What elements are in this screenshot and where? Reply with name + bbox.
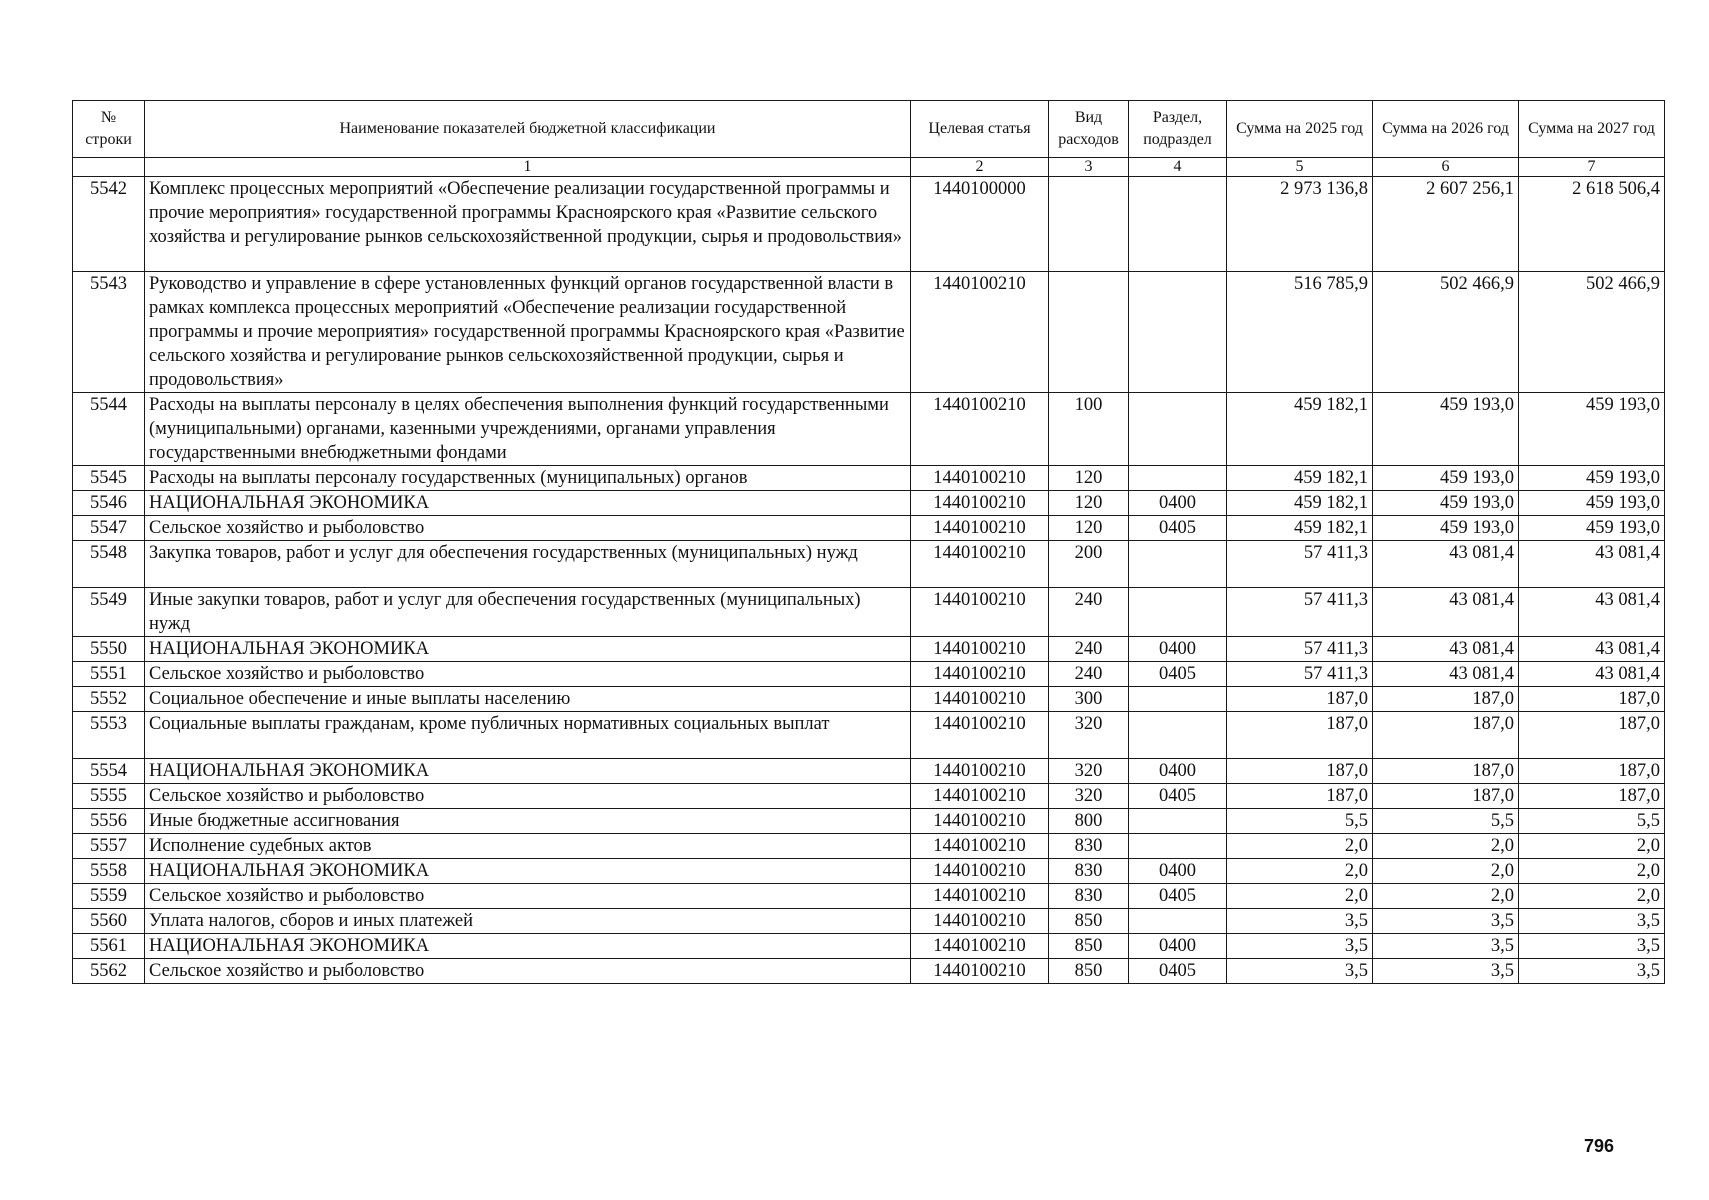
section-cell [1129, 834, 1227, 859]
expense-type-cell: 850 [1049, 909, 1129, 934]
row-number-cell: 5557 [73, 834, 145, 859]
target-article-cell: 1440100210 [911, 687, 1049, 712]
row-name-cell: Расходы на выплаты персоналу государственных (муниципальных) органов [145, 466, 911, 491]
row-name-cell: Закупка товаров, работ и услуг для обеспечения государственных (муниципальных) нужд [145, 541, 911, 588]
row-number-cell: 5555 [73, 784, 145, 809]
sum-2027-cell: 43 081,4 [1519, 637, 1665, 662]
row-name-cell: Сельское хозяйство и рыболовство [145, 959, 911, 984]
sum-2027-cell: 2,0 [1519, 859, 1665, 884]
expense-type-cell: 800 [1049, 809, 1129, 834]
sum-2025-cell: 187,0 [1227, 712, 1373, 759]
table-row [73, 541, 1665, 588]
row-name-cell: Иные бюджетные ассигнования [145, 809, 911, 834]
header-section: Раздел, подраздел [1129, 101, 1227, 158]
sum-2025-cell: 187,0 [1227, 687, 1373, 712]
target-article-cell: 1440100210 [911, 909, 1049, 934]
row-name-cell: НАЦИОНАЛЬНАЯ ЭКОНОМИКА [145, 934, 911, 959]
expense-type-cell: 100 [1049, 393, 1129, 466]
target-article-cell: 1440100210 [911, 272, 1049, 393]
expense-type-cell: 200 [1049, 541, 1129, 588]
table-row [73, 177, 1665, 272]
sum-2025-cell: 2,0 [1227, 834, 1373, 859]
sum-2026-cell: 459 193,0 [1373, 516, 1519, 541]
row-name-cell: НАЦИОНАЛЬНАЯ ЭКОНОМИКА [145, 859, 911, 884]
row-name-cell: Социальные выплаты гражданам, кроме публичных нормативных социальных выплат [145, 712, 911, 759]
expense-type-cell: 120 [1049, 491, 1129, 516]
sum-2026-cell: 502 466,9 [1373, 272, 1519, 393]
expense-type-cell: 240 [1049, 662, 1129, 687]
row-name-cell: Расходы на выплаты персоналу в целях обеспечения выполнения функций государственными (муниципальными) органами, казенными учреждениями, органами управления государственными внебюджетными фондами [145, 393, 911, 466]
table-row [73, 516, 1665, 541]
row-number-cell: 5560 [73, 909, 145, 934]
row-number-cell: 5543 [73, 272, 145, 393]
section-cell [1129, 393, 1227, 466]
column-number: 6 [1373, 158, 1519, 177]
header-name: Наименование показателей бюджетной классификации [145, 101, 911, 158]
sum-2027-cell: 502 466,9 [1519, 272, 1665, 393]
section-cell [1129, 588, 1227, 637]
sum-2027-cell: 2 618 506,4 [1519, 177, 1665, 272]
sum-2025-cell: 2 973 136,8 [1227, 177, 1373, 272]
target-article-cell: 1440100210 [911, 588, 1049, 637]
target-article-cell: 1440100000 [911, 177, 1049, 272]
section-cell [1129, 809, 1227, 834]
budget-table [72, 100, 1665, 984]
sum-2026-cell: 2,0 [1373, 834, 1519, 859]
row-name-cell: Комплекс процессных мероприятий «Обеспечение реализации государственной программы и прочие мероприятия» государственной программы Красноярского края «Развитие сельского хозяйства и регулирование рынков сельскохозяйственной продукции, сырья и продовольствия» [145, 177, 911, 272]
section-cell [1129, 541, 1227, 588]
sum-2026-cell: 2,0 [1373, 859, 1519, 884]
column-number: 7 [1519, 158, 1665, 177]
table-row [73, 834, 1665, 859]
sum-2026-cell: 43 081,4 [1373, 662, 1519, 687]
row-number-cell: 5561 [73, 934, 145, 959]
header-row-no: № строки [73, 101, 145, 158]
expense-type-cell [1049, 272, 1129, 393]
target-article-cell: 1440100210 [911, 541, 1049, 588]
expense-type-cell: 320 [1049, 784, 1129, 809]
sum-2027-cell: 2,0 [1519, 884, 1665, 909]
target-article-cell: 1440100210 [911, 809, 1049, 834]
expense-type-cell: 120 [1049, 466, 1129, 491]
sum-2027-cell: 2,0 [1519, 834, 1665, 859]
row-number-cell: 5553 [73, 712, 145, 759]
sum-2025-cell: 3,5 [1227, 959, 1373, 984]
header-sum-2027: Сумма на 2027 год [1519, 101, 1665, 158]
target-article-cell: 1440100210 [911, 934, 1049, 959]
sum-2027-cell: 43 081,4 [1519, 588, 1665, 637]
row-number-cell: 5549 [73, 588, 145, 637]
sum-2027-cell: 187,0 [1519, 759, 1665, 784]
expense-type-cell: 120 [1049, 516, 1129, 541]
section-cell [1129, 687, 1227, 712]
target-article-cell: 1440100210 [911, 637, 1049, 662]
sum-2025-cell: 57 411,3 [1227, 662, 1373, 687]
column-number: 4 [1129, 158, 1227, 177]
header-sum-2025: Сумма на 2025 год [1227, 101, 1373, 158]
row-number-cell: 5559 [73, 884, 145, 909]
sum-2027-cell: 3,5 [1519, 909, 1665, 934]
table-row [73, 884, 1665, 909]
target-article-cell: 1440100210 [911, 516, 1049, 541]
sum-2027-cell: 43 081,4 [1519, 541, 1665, 588]
sum-2025-cell: 459 182,1 [1227, 516, 1373, 541]
row-name-cell: Сельское хозяйство и рыболовство [145, 784, 911, 809]
sum-2027-cell: 43 081,4 [1519, 662, 1665, 687]
table-row [73, 784, 1665, 809]
column-number: 1 [145, 158, 911, 177]
row-number-cell: 5547 [73, 516, 145, 541]
table-row [73, 759, 1665, 784]
sum-2025-cell: 187,0 [1227, 759, 1373, 784]
table-row [73, 859, 1665, 884]
sum-2026-cell: 43 081,4 [1373, 588, 1519, 637]
expense-type-cell: 320 [1049, 712, 1129, 759]
sum-2025-cell: 459 182,1 [1227, 393, 1373, 466]
table-row [73, 491, 1665, 516]
table-row [73, 934, 1665, 959]
target-article-cell: 1440100210 [911, 491, 1049, 516]
sum-2026-cell: 459 193,0 [1373, 491, 1519, 516]
row-name-cell: НАЦИОНАЛЬНАЯ ЭКОНОМИКА [145, 637, 911, 662]
sum-2026-cell: 187,0 [1373, 687, 1519, 712]
row-number-cell: 5556 [73, 809, 145, 834]
section-cell: 0405 [1129, 662, 1227, 687]
expense-type-cell: 830 [1049, 884, 1129, 909]
expense-type-cell: 320 [1049, 759, 1129, 784]
sum-2027-cell: 5,5 [1519, 809, 1665, 834]
table-body [73, 177, 1665, 984]
target-article-cell: 1440100210 [911, 784, 1049, 809]
sum-2025-cell: 57 411,3 [1227, 541, 1373, 588]
row-name-cell: НАЦИОНАЛЬНАЯ ЭКОНОМИКА [145, 759, 911, 784]
sum-2027-cell: 459 193,0 [1519, 491, 1665, 516]
row-number-cell: 5548 [73, 541, 145, 588]
sum-2026-cell: 187,0 [1373, 712, 1519, 759]
target-article-cell: 1440100210 [911, 959, 1049, 984]
sum-2025-cell: 3,5 [1227, 909, 1373, 934]
row-number-cell: 5552 [73, 687, 145, 712]
sum-2025-cell: 2,0 [1227, 859, 1373, 884]
row-number-cell: 5554 [73, 759, 145, 784]
target-article-cell: 1440100210 [911, 884, 1049, 909]
column-number: 3 [1049, 158, 1129, 177]
row-name-cell: Сельское хозяйство и рыболовство [145, 662, 911, 687]
expense-type-cell: 850 [1049, 959, 1129, 984]
header-expense-type: Вид расходов [1049, 101, 1129, 158]
row-number-cell: 5545 [73, 466, 145, 491]
sum-2025-cell: 187,0 [1227, 784, 1373, 809]
sum-2026-cell: 3,5 [1373, 959, 1519, 984]
sum-2027-cell: 187,0 [1519, 687, 1665, 712]
target-article-cell: 1440100210 [911, 859, 1049, 884]
sum-2027-cell: 3,5 [1519, 959, 1665, 984]
section-cell: 0405 [1129, 784, 1227, 809]
header-target: Целевая статья [911, 101, 1049, 158]
row-number-cell: 5542 [73, 177, 145, 272]
sum-2027-cell: 459 193,0 [1519, 466, 1665, 491]
section-cell: 0400 [1129, 859, 1227, 884]
sum-2026-cell: 3,5 [1373, 934, 1519, 959]
row-name-cell: НАЦИОНАЛЬНАЯ ЭКОНОМИКА [145, 491, 911, 516]
row-name-cell: Иные закупки товаров, работ и услуг для обеспечения государственных (муниципальных) нужд [145, 588, 911, 637]
sum-2025-cell: 57 411,3 [1227, 588, 1373, 637]
row-number-cell: 5546 [73, 491, 145, 516]
target-article-cell: 1440100210 [911, 834, 1049, 859]
expense-type-cell: 850 [1049, 934, 1129, 959]
section-cell: 0400 [1129, 491, 1227, 516]
column-number: 2 [911, 158, 1049, 177]
sum-2025-cell: 5,5 [1227, 809, 1373, 834]
page-number: 796 [1584, 1136, 1615, 1156]
section-cell: 0405 [1129, 884, 1227, 909]
sum-2026-cell: 5,5 [1373, 809, 1519, 834]
expense-type-cell: 830 [1049, 834, 1129, 859]
table-row [73, 393, 1665, 466]
row-number-cell: 5551 [73, 662, 145, 687]
sum-2027-cell: 187,0 [1519, 712, 1665, 759]
expense-type-cell: 830 [1049, 859, 1129, 884]
table-row [73, 687, 1665, 712]
row-number-cell: 5550 [73, 637, 145, 662]
expense-type-cell: 300 [1049, 687, 1129, 712]
sum-2025-cell: 57 411,3 [1227, 637, 1373, 662]
sum-2026-cell: 187,0 [1373, 759, 1519, 784]
section-cell [1129, 466, 1227, 491]
expense-type-cell: 240 [1049, 637, 1129, 662]
table-row [73, 637, 1665, 662]
row-name-cell: Сельское хозяйство и рыболовство [145, 516, 911, 541]
row-name-cell: Социальное обеспечение и иные выплаты населению [145, 687, 911, 712]
expense-type-cell: 240 [1049, 588, 1129, 637]
sum-2027-cell: 459 193,0 [1519, 516, 1665, 541]
sum-2026-cell: 2 607 256,1 [1373, 177, 1519, 272]
sum-2026-cell: 187,0 [1373, 784, 1519, 809]
section-cell [1129, 272, 1227, 393]
expense-type-cell [1049, 177, 1129, 272]
table-row [73, 662, 1665, 687]
sum-2025-cell: 2,0 [1227, 884, 1373, 909]
sum-2026-cell: 459 193,0 [1373, 393, 1519, 466]
table-row [73, 959, 1665, 984]
section-cell [1129, 909, 1227, 934]
row-number-cell: 5558 [73, 859, 145, 884]
sum-2027-cell: 459 193,0 [1519, 393, 1665, 466]
sum-2026-cell: 43 081,4 [1373, 541, 1519, 588]
sum-2026-cell: 459 193,0 [1373, 466, 1519, 491]
target-article-cell: 1440100210 [911, 393, 1049, 466]
row-number-cell: 5544 [73, 393, 145, 466]
table-header-row [73, 101, 1665, 158]
section-cell [1129, 177, 1227, 272]
sum-2026-cell: 43 081,4 [1373, 637, 1519, 662]
sum-2025-cell: 3,5 [1227, 934, 1373, 959]
target-article-cell: 1440100210 [911, 759, 1049, 784]
table-row [73, 272, 1665, 393]
row-name-cell: Уплата налогов, сборов и иных платежей [145, 909, 911, 934]
sum-2025-cell: 459 182,1 [1227, 491, 1373, 516]
column-number [73, 158, 145, 177]
table-row [73, 466, 1665, 491]
section-cell: 0400 [1129, 637, 1227, 662]
column-number-row [73, 158, 1665, 177]
sum-2027-cell: 187,0 [1519, 784, 1665, 809]
section-cell: 0400 [1129, 934, 1227, 959]
target-article-cell: 1440100210 [911, 712, 1049, 759]
header-sum-2026: Сумма на 2026 год [1373, 101, 1519, 158]
row-name-cell: Руководство и управление в сфере установленных функций органов государственной власти в рамках комплекса процессных мероприятий «Обеспечение реализации государственной программы и прочие мероприятия» государственной программы Красноярского края «Развитие сельского хозяйства и регулирование рынков сельскохозяйственной продукции, сырья и продовольствия» [145, 272, 911, 393]
target-article-cell: 1440100210 [911, 466, 1049, 491]
sum-2025-cell: 459 182,1 [1227, 466, 1373, 491]
sum-2026-cell: 3,5 [1373, 909, 1519, 934]
row-number-cell: 5562 [73, 959, 145, 984]
section-cell: 0400 [1129, 759, 1227, 784]
column-number: 5 [1227, 158, 1373, 177]
sum-2026-cell: 2,0 [1373, 884, 1519, 909]
sum-2025-cell: 516 785,9 [1227, 272, 1373, 393]
target-article-cell: 1440100210 [911, 662, 1049, 687]
section-cell: 0405 [1129, 516, 1227, 541]
table-row [73, 712, 1665, 759]
sum-2027-cell: 3,5 [1519, 934, 1665, 959]
section-cell [1129, 712, 1227, 759]
section-cell: 0405 [1129, 959, 1227, 984]
row-name-cell: Исполнение судебных актов [145, 834, 911, 859]
table-row [73, 809, 1665, 834]
table-row [73, 588, 1665, 637]
row-name-cell: Сельское хозяйство и рыболовство [145, 884, 911, 909]
table-row [73, 909, 1665, 934]
